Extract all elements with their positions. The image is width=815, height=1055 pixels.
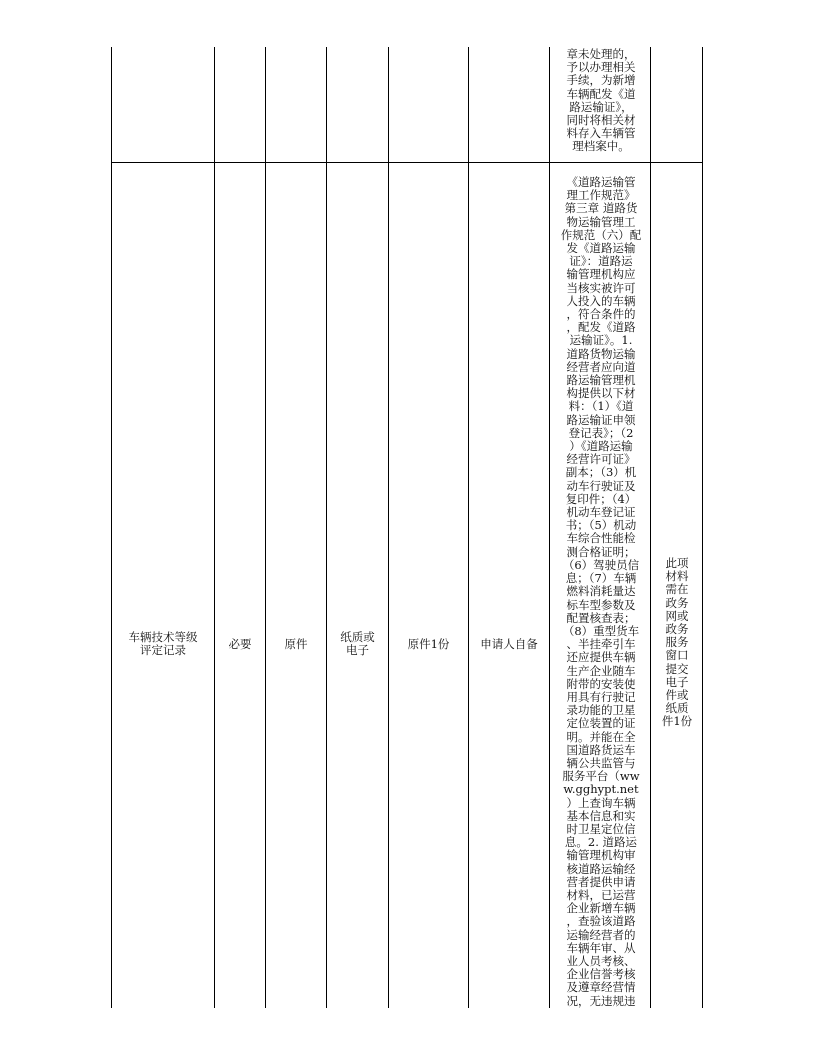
required-level: 必要: [228, 637, 252, 651]
material-quantity: 原件1份: [407, 637, 450, 651]
basis-text: 《道路运输管 理工作规范》 第三章 道路货 物运输管理工 作规范（六）配 发《道路运输 证》：道路运 输管理机构应 当核实被许可 人投入的车辆 ，符合条件的 ，配发《道路 运输证》。1. 道路货物运输 经营者应向道 路运输管理机 构提供以下材 料：（1）《道 路运输证申领 登记表》；（2 ）《道路运输 经营许可证》 副本；（3）机 动车行驶证及 复印件；（4） 机动车登记证 书；（5）机动 车综合性能检 测合格证明； （6）驾驶员信 息；（7）车辆 燃料消耗量达 标车型参数及 配置核查表； （8）重型货车 、半挂牵引车 还应提供车辆 生产企业随车 附带的安装使 用具有行驶记 录功能的卫星 定位装置的证 明。并能在全 国道路货运车 辆公共监管与 服务平台（ww w.gghypt.net ）上查询车辆 基本信息和实 时卫星定位信 息。2. 道路运 输管理机构审 核道路运输经 营者提供申请 材料，已运营 企业新增车辆 ，查验该道路 运输经营者的 车辆年审、从 业人员考核、 企业信誉考核 及遵章经营情 况，无违规违: [560, 175, 642, 1008]
column-divider: [650, 47, 651, 1008]
table-border-left: [111, 47, 112, 1008]
column-divider: [326, 47, 327, 1008]
material-medium: 纸质或 电子: [340, 630, 375, 658]
row-divider: [111, 162, 703, 163]
column-divider: [549, 47, 550, 1008]
table-border-right: [702, 47, 703, 1008]
material-form: 原件: [284, 637, 308, 651]
column-divider: [388, 47, 389, 1008]
basis-text-continued: 章未处理的， 予以办理相关 手续，为新增 车辆配发《道 路运输证》， 同时将相关材 料存入车辆管 理档案中。: [566, 47, 636, 154]
column-divider: [265, 47, 266, 1008]
material-source: 申请人自备: [480, 637, 538, 651]
column-divider: [468, 47, 469, 1008]
column-divider: [214, 47, 215, 1008]
material-name: 车辆技术等级 评定记录: [128, 630, 198, 658]
submission-note: 此项 材料 需在 政务 网或 政务 服务 窗口 提交 电子 件或 纸质 件1份: [661, 556, 693, 729]
